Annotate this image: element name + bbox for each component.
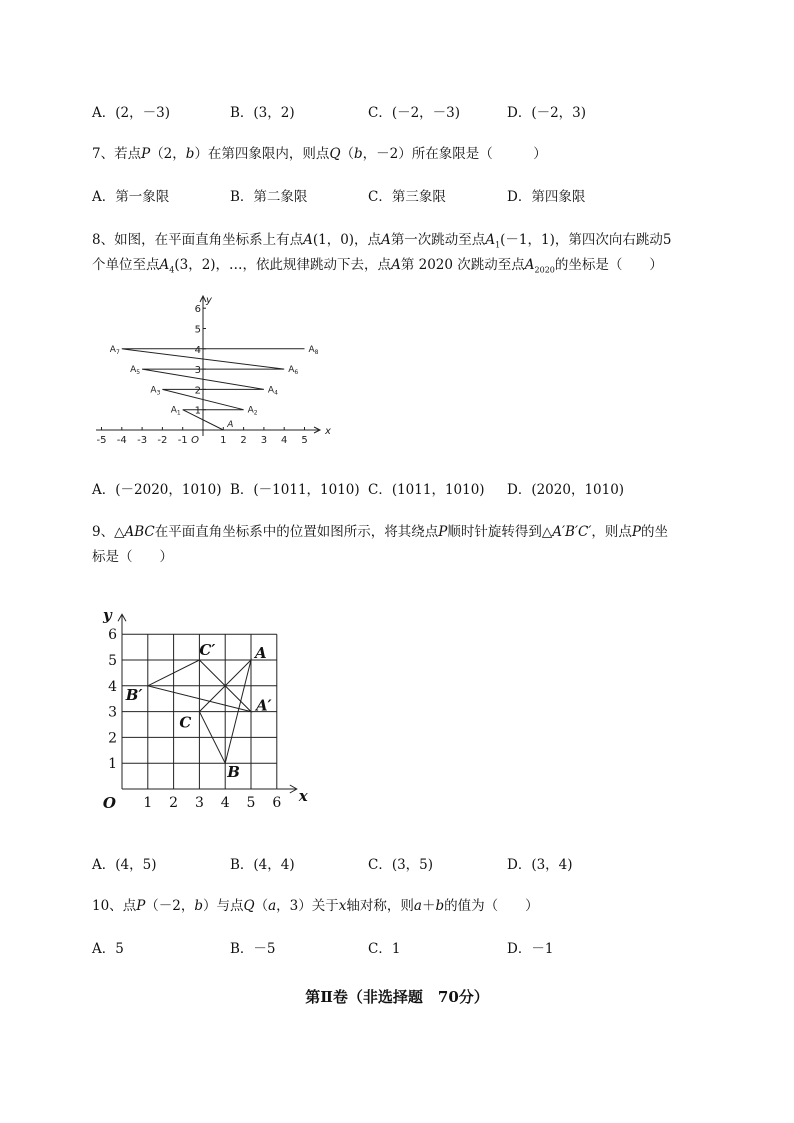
x-tick-label: 3 (260, 435, 268, 446)
q9-option-a[interactable]: A．(4，5) (92, 857, 157, 873)
y-axis-label: y (206, 295, 212, 306)
x-tick-label: -5 (96, 435, 107, 446)
q9-option-d[interactable]: D．(3，4) (507, 857, 573, 873)
q8-number: 8、 (92, 232, 115, 248)
q8-jump-figure (88, 292, 348, 452)
y-tick-label: 3 (194, 365, 201, 377)
q10-option-a[interactable]: A．5 (92, 941, 124, 957)
vertex-label: B (227, 763, 240, 782)
q9-stem-line1: 9、△ABC在平面直角坐标系中的位置如图所示，将其绕点P顺时针旋转得到△A′B′C′，则点P的坐 (92, 524, 669, 540)
x-tick-label: -2 (157, 435, 168, 446)
vertex-label: C (179, 713, 192, 732)
q7-stem: 7、若点P（2，b）在第四象限内，则点Q（b，－2）所在象限是（ ） (92, 146, 547, 162)
y-tick-label: 2 (108, 730, 117, 747)
x-tick-label: -3 (137, 435, 148, 446)
q9-rotation-figure (95, 600, 315, 815)
q10-option-b[interactable]: B．－5 (230, 941, 276, 957)
vertex-label: B′ (125, 685, 143, 704)
x-tick-label: 1 (143, 795, 153, 811)
q8-stem-line2: 个单位至点$A_4(3$，2)，…，依此规律跳动下去，点A第 2020 次跳动至点$A_{2020}$的坐标是（ ） (92, 257, 663, 275)
point-label: $A_6$ (288, 365, 299, 377)
y-tick-label: 6 (108, 627, 117, 644)
q8-option-b[interactable]: B．(－1011，1010) (230, 482, 360, 498)
x-tick-label: O (191, 435, 199, 446)
x-tick-label: -4 (116, 435, 127, 446)
point-label: A (227, 420, 234, 430)
y-tick-label: 4 (194, 344, 201, 356)
y-tick-label: 4 (108, 678, 117, 695)
q10-option-d[interactable]: D．－1 (507, 941, 554, 957)
point-label: $A_7$ (109, 344, 120, 356)
q6-option-c[interactable]: C．(－2，－3) (368, 105, 461, 121)
y-tick-label: 5 (108, 653, 117, 669)
q8-option-d[interactable]: D．(2020，1010) (507, 482, 625, 498)
q7-option-c[interactable]: C．第三象限 (368, 189, 446, 205)
vertex-label: A′ (256, 696, 272, 715)
x-tick-label: 4 (220, 795, 230, 811)
q8-option-c[interactable]: C．(1011，1010) (368, 482, 485, 498)
point-label: $A_2$ (247, 405, 258, 417)
point-label: $A_4$ (267, 385, 278, 397)
x-tick-label: 1 (220, 435, 227, 446)
vertex-label: C′ (199, 641, 216, 659)
y-tick-label: 5 (194, 324, 201, 336)
point-label: $A_3$ (150, 385, 161, 397)
q9-option-c[interactable]: C．(3，5) (368, 857, 434, 873)
q7-option-a[interactable]: A．第一象限 (92, 189, 170, 205)
y-tick-label: 1 (108, 756, 117, 773)
x-tick-label: -1 (177, 435, 188, 446)
x-axis-label: x (298, 787, 308, 805)
q9-option-b[interactable]: B．(4，4) (230, 857, 295, 873)
q9-number: 9、 (92, 524, 115, 540)
x-tick-label: 2 (169, 795, 179, 811)
q10-option-c[interactable]: C．1 (368, 941, 401, 957)
q7-option-d[interactable]: D．第四象限 (507, 189, 586, 205)
q9-stem-line2: 标是（ ） (92, 549, 173, 565)
y-tick-label: 2 (194, 385, 201, 397)
y-tick-label: 6 (194, 304, 201, 316)
q6-option-a[interactable]: A．(2，－3) (92, 105, 170, 121)
q7-number: 7、 (92, 146, 115, 162)
point-label: $A_8$ (308, 344, 319, 356)
q8-option-a[interactable]: A．(－2020，1010) (92, 482, 222, 498)
vertex-label: A (255, 644, 267, 662)
point-label: $A_5$ (130, 365, 141, 377)
y-tick-label: 3 (108, 704, 117, 721)
y-axis-label: y (103, 606, 112, 625)
x-tick-label: 5 (246, 795, 256, 811)
q8-stem-line1: 8、如图，在平面直角坐标系上有点A(1，0)，点A第一次跳动至点$A_1(-1$，1)，第四次向右跳动5 (92, 232, 672, 250)
q10-number: 10、 (92, 898, 123, 914)
x-tick-label: 2 (240, 435, 247, 446)
q10-stem: 10、点P（－2，b）与点Q（a，3）关于x轴对称，则a＋b的值为（ ） (92, 898, 539, 914)
x-tick-label: 4 (281, 435, 288, 446)
y-tick-label: 1 (194, 405, 201, 417)
q7-option-b[interactable]: B．第二象限 (230, 189, 308, 205)
x-tick-label: 5 (301, 435, 308, 446)
section-title: 第Ⅱ卷（非选择题 70分） (305, 988, 489, 1006)
x-tick-label: 3 (194, 795, 204, 811)
q6-option-d[interactable]: D．(－2，3) (507, 105, 587, 121)
origin-label: O (102, 794, 116, 812)
x-tick-label: 6 (272, 795, 282, 811)
x-axis-label: x (325, 426, 331, 437)
q6-option-b[interactable]: B．(3，2) (230, 105, 295, 121)
point-label: $A_1$ (170, 405, 181, 417)
